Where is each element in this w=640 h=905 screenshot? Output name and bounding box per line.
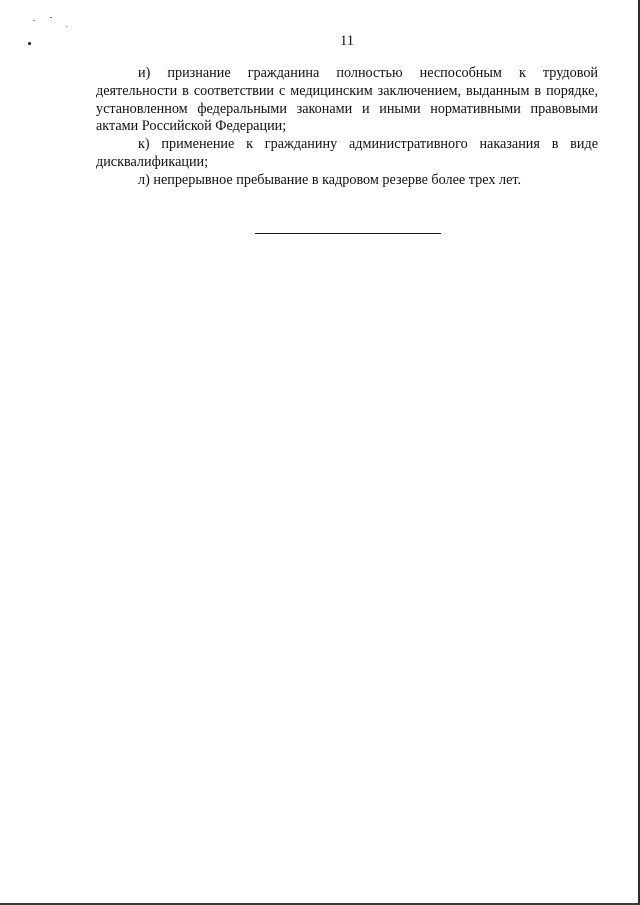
scan-speck bbox=[66, 26, 67, 27]
end-of-text-divider bbox=[255, 233, 441, 234]
paragraph: к) применение к гражданину административного наказания в виде дисквалификации; bbox=[96, 136, 598, 170]
paragraph: л) непрерывное пребывание в кадровом резерве более трех лет. bbox=[138, 171, 522, 188]
paragraph: и) признание гражданина полностью неспособным к трудовой деятельности в соответствии с медицинским заключением, выданным в порядке, установленном федеральными законами и иными нормативными правовыми актами Российской Федерации; bbox=[96, 65, 598, 135]
scan-speck bbox=[50, 17, 52, 18]
scan-speck bbox=[33, 20, 35, 21]
document-body bbox=[96, 65, 598, 190]
page-number: 11 bbox=[340, 33, 354, 49]
